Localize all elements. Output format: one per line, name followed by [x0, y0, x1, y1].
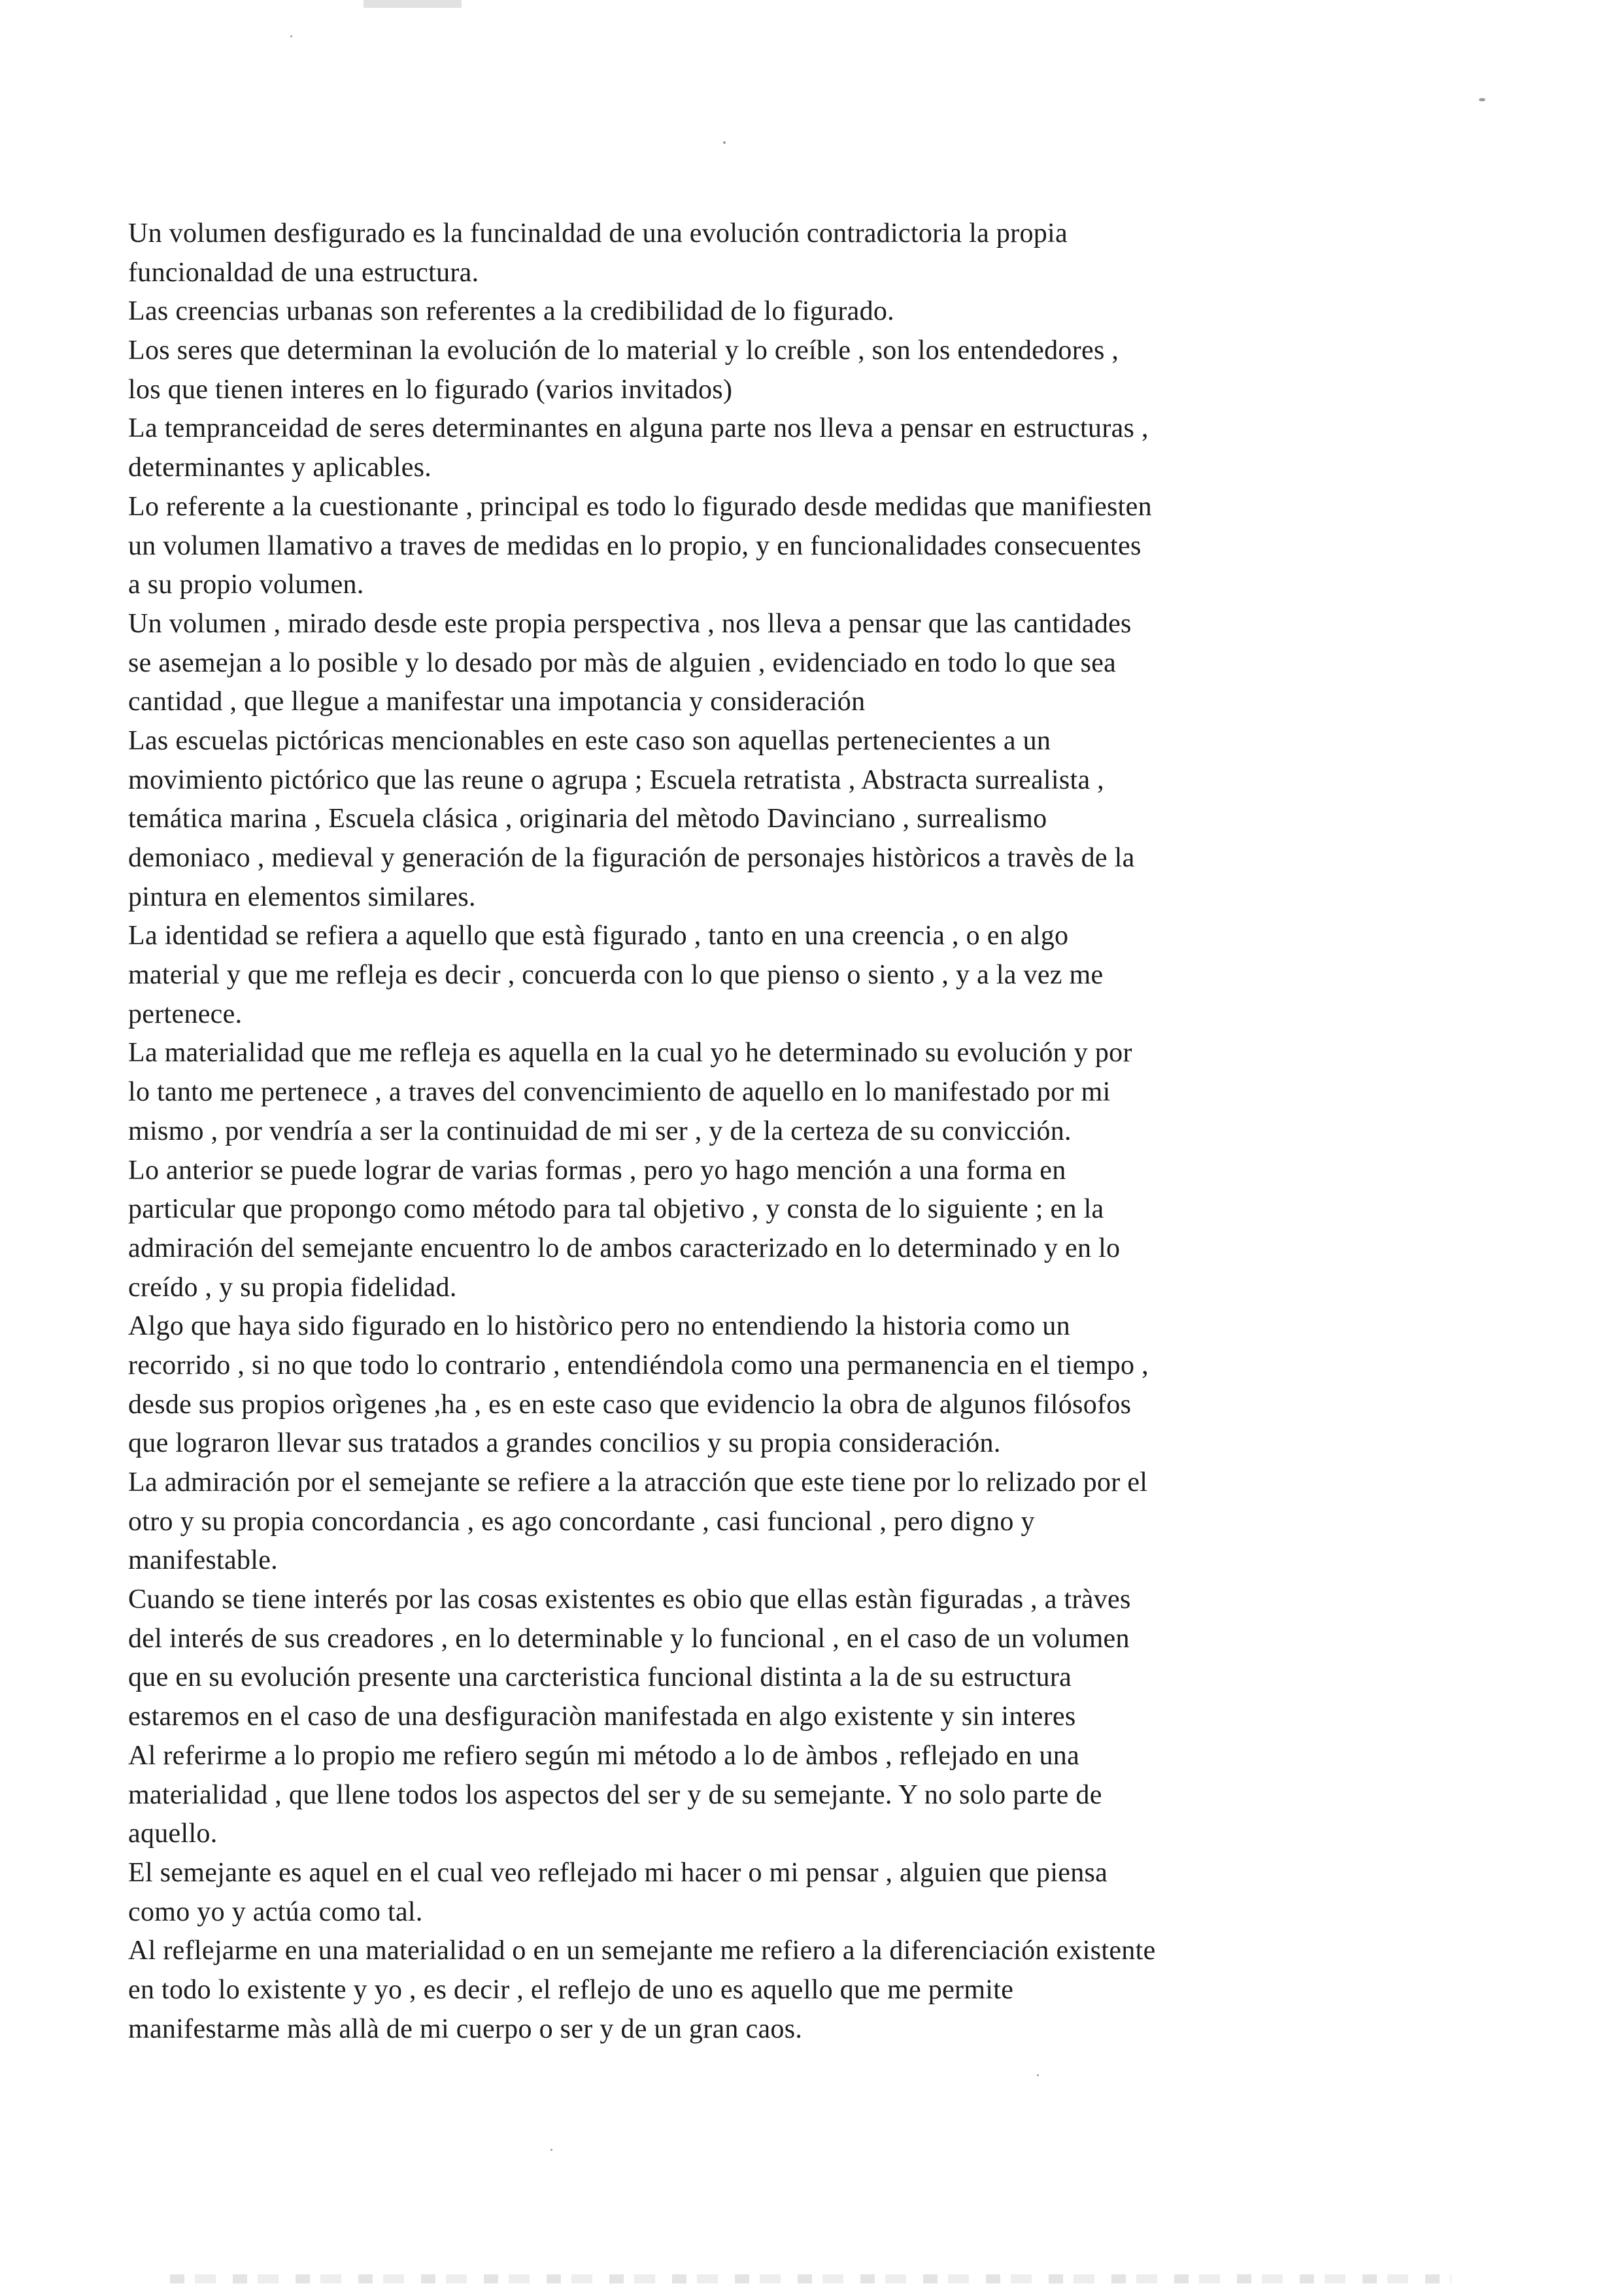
text-line: estaremos en el caso de una desfiguraciòn manifestada en algo existente y sin interes	[128, 1702, 1076, 1732]
scan-speck	[290, 35, 292, 37]
text-line: desde sus propios orìgenes ,ha , es en este caso que evidencio la obra de algunos filósofos	[128, 1389, 1132, 1420]
text-line: Las escuelas pictóricas mencionables en este caso son aquellas pertenecientes a un	[128, 725, 1051, 756]
text-line: como yo y actúa como tal.	[128, 1896, 423, 1927]
text-line: Al reflejarme en una materialidad o en un semejante me refiero a la diferenciación existente	[128, 1936, 1156, 1966]
text-line: funcionaldad de una estructura.	[128, 257, 479, 288]
text-line: recorrido , si no que todo lo contrario , entendiéndola como una permanencia en el tiempo ,	[128, 1350, 1149, 1380]
scan-artifact-bottom	[170, 2274, 1451, 2283]
text-line: Al referirme a lo propio me refiero según mi método a lo de àmbos , reflejado en una	[128, 1740, 1080, 1771]
text-line: Un volumen desfigurado es la funcinaldad de una evolución contradictoria la propia	[128, 218, 1068, 248]
scan-speck	[550, 2149, 552, 2151]
text-line: Lo anterior se puede lograr de varias formas , pero yo hago mención a una forma en	[128, 1155, 1066, 1186]
text-line: La tempranceidad de seres determinantes en alguna parte nos lleva a pensar en estructuras ,	[128, 413, 1149, 444]
text-line: materialidad , que llene todos los aspectos del ser y de su semejante. Y no solo parte de	[128, 1779, 1102, 1810]
text-line: Un volumen , mirado desde este propia perspectiva , nos lleva a pensar que las cantidades	[128, 608, 1132, 639]
text-line: los que tienen interes en lo figurado (varios invitados)	[128, 374, 733, 405]
text-line: demoniaco , medieval y generación de la figuración de personajes històricos a travès de la	[128, 843, 1135, 873]
text-line: La identidad se refiera a aquello que està figurado , tanto en una creencia , o en algo	[128, 921, 1069, 951]
text-line: La materialidad que me refleja es aquella en la cual yo he determinado su evolución y por	[128, 1038, 1132, 1069]
text-line: movimiento pictórico que las reune o agrupa ; Escuela retratista , Abstracta surrealista ,	[128, 764, 1104, 795]
text-line: Algo que haya sido figurado en lo històrico pero no entendiendo la historia como un	[128, 1311, 1070, 1342]
text-line: en todo lo existente y yo , es decir , el reflejo de uno es aquello que me permite	[128, 1974, 1014, 2005]
text-line: admiración del semejante encuentro lo de ambos caracterizado en lo determinado y en lo	[128, 1233, 1121, 1263]
text-line: Los seres que determinan la evolución de lo material y lo creíble , son los entendedores ,	[128, 335, 1119, 366]
text-line: lo tanto me pertenece , a traves del convencimiento de aquello en lo manifestado por mi	[128, 1077, 1111, 1108]
text-line: que en su evolución presente una carcteristica funcional distinta a la de su estructura	[128, 1662, 1072, 1693]
text-line: determinantes y aplicables.	[128, 453, 432, 483]
text-line: La admiración por el semejante se refiere a la atracción que este tiene por lo relizado por el	[128, 1467, 1148, 1497]
text-line: pertenece.	[128, 999, 243, 1029]
text-line: particular que propongo como método para tal objetivo , y consta de lo siguiente ; en la	[128, 1194, 1104, 1225]
text-line: del interés de sus creadores , en lo determinable y lo funcional , en el caso de un volumen	[128, 1623, 1130, 1654]
text-line: El semejante es aquel en el cual veo reflejado mi hacer o mi pensar , alguien que piensa	[128, 1857, 1108, 1888]
text-line: manifestarme màs allà de mi cuerpo o ser y de un gran caos.	[128, 2013, 803, 2044]
text-line: a su propio volumen.	[128, 570, 364, 600]
text-line: creído , y su propia fidelidad.	[128, 1272, 457, 1303]
scan-speck	[1479, 98, 1485, 101]
text-line: otro y su propia concordancia , es ago concordante , casi funcional , pero digno y	[128, 1506, 1035, 1537]
text-line: se asemejan a lo posible y lo desado por màs de alguien , evidenciado en todo lo que sea	[128, 647, 1117, 678]
text-line: un volumen llamativo a traves de medidas en lo propio, y en funcionalidades consecuentes	[128, 530, 1142, 561]
scan-speck	[723, 141, 726, 144]
document-body	[128, 214, 1383, 2049]
text-line: Las creencias urbanas son referentes a la credibilidad de lo figurado.	[128, 296, 894, 327]
text-line: mismo , por vendría a ser la continuidad de mi ser , y de la certeza de su convicción.	[128, 1116, 1072, 1146]
scan-artifact-top	[364, 0, 462, 8]
text-line: temática marina , Escuela clásica , originaria del mètodo Davinciano , surrealismo	[128, 804, 1047, 834]
text-line: aquello.	[128, 1819, 218, 1849]
text-line: Cuando se tiene interés por las cosas existentes es obio que ellas estàn figuradas , a tràves	[128, 1584, 1131, 1615]
text-line: que lograron llevar sus tratados a grandes concilios y su propia consideración.	[128, 1428, 1001, 1459]
scan-speck	[1037, 2074, 1039, 2076]
text-line: pintura en elementos similares.	[128, 881, 476, 912]
text-line: material y que me refleja es decir , concuerda con lo que pienso o siento , y a la vez me	[128, 960, 1104, 991]
text-line: cantidad , que llegue a manifestar una impotancia y consideración	[128, 687, 866, 717]
text-line: manifestable.	[128, 1545, 278, 1576]
text-line: Lo referente a la cuestionante , principal es todo lo figurado desde medidas que manifiesten	[128, 491, 1152, 522]
